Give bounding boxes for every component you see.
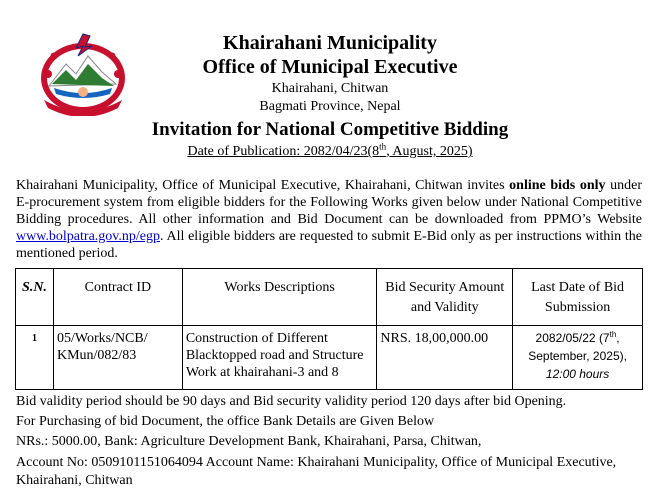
cell-last-date: 2082/05/22 (7th, September, 2025), 12:00 hours (513, 326, 643, 390)
bank-details: NRs.: 5000.00, Bank: Agriculture Development Bank, Khairahani, Parsa, Chitwan, (16, 434, 482, 449)
cell-security: NRS. 18,00,000.00 (377, 326, 513, 390)
cell-sn: 1 (16, 326, 54, 390)
address-line-1: Khairahani, Chitwan (271, 81, 389, 96)
account-details: Account No: 0509101151064094 Account Name: Khairahani Municipality, Office of Municipal Executive, Khairahani, Chitwan (16, 455, 617, 488)
address-line-2: Bagmati Province, Nepal (259, 99, 401, 114)
publication-date: Date of Publication: 2082/04/23(8th, August, 2025) (187, 141, 473, 159)
header-security: Bid Security Amount and Validity (377, 269, 513, 326)
cell-contract-id: 05/Works/NCB/ KMun/082/83 (53, 326, 182, 390)
submission-time: 12:00 hours (545, 367, 610, 381)
intro-paragraph: Khairahani Municipality, Office of Municipal Executive, Khairahani, Chitwan invites online bids only under E-procurement system from eligible bidders for the Following Works given below under National Competitive Bidding procedures. All other information and Bid Document can be downloaded from PPMO’s Website www.bolpatra.gov.np/egp. All eligible bidders are requested to submit E-Bid only as per instructions within the mentioned period. (16, 178, 642, 261)
validity-note: Bid validity period should be 90 days and Bid security validity period 120 days after bid Opening. (16, 394, 567, 409)
office-name: Office of Municipal Executive (202, 56, 458, 78)
header-sn: S.N. (16, 269, 54, 326)
table-header-row (16, 269, 643, 326)
bolpatra-link[interactable]: www.bolpatra.gov.np/egp (16, 229, 160, 244)
municipality-name: Khairahani Municipality (223, 32, 437, 54)
cell-works: Construction of Different Blacktopped road and Structure Work at khairahani-3 and 8 (182, 326, 377, 390)
bid-table (15, 268, 643, 390)
nepal-emblem-logo (36, 28, 130, 116)
online-bids-emphasis: online bids only (509, 178, 606, 193)
notice-title: Invitation for National Competitive Bidding (151, 119, 509, 140)
header-last-date: Last Date of Bid Submission (513, 269, 643, 326)
table-row (16, 326, 643, 390)
purchase-note: For Purchasing of bid Document, the office Bank Details are Given Below (16, 414, 435, 429)
header-works: Works Descriptions (182, 269, 377, 326)
header-contract-id: Contract ID (53, 269, 182, 326)
